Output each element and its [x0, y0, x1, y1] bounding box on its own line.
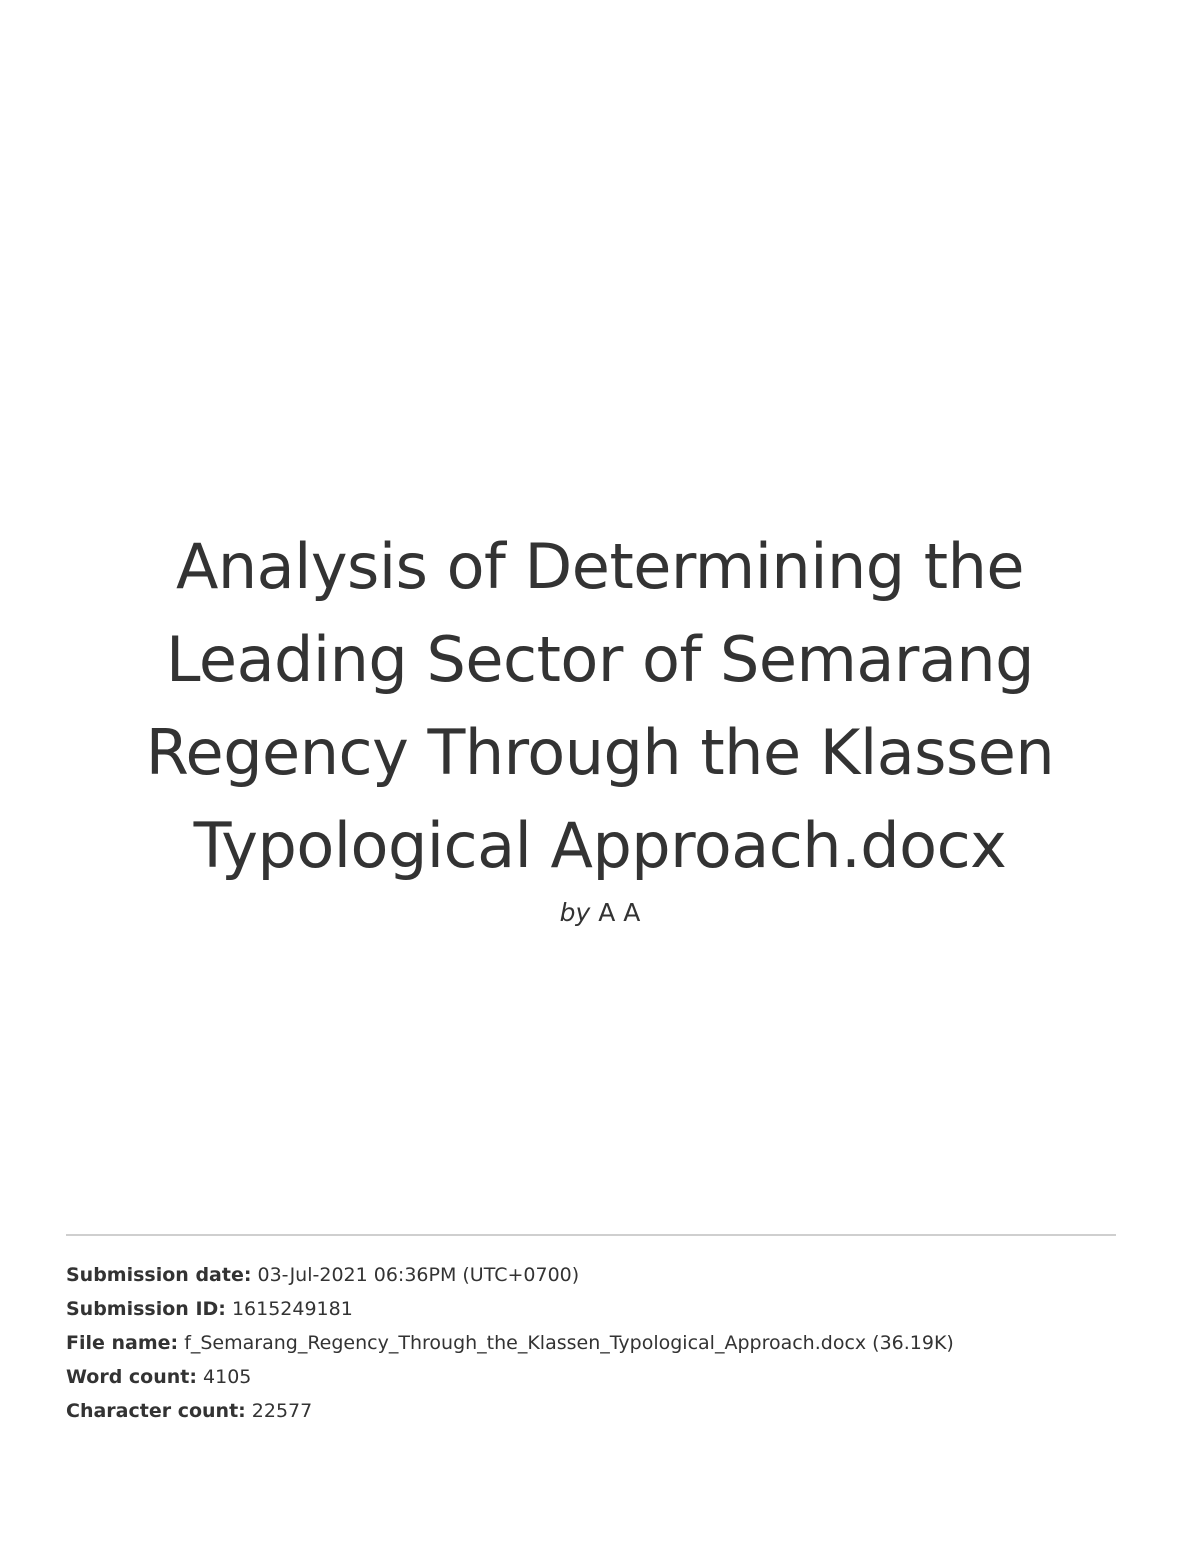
meta-value: 1615249181	[231, 1298, 353, 1320]
file-name-row	[66, 1326, 1126, 1360]
title-line: Regency Through the Klassen	[145, 716, 1055, 789]
meta-label: Word count:	[66, 1366, 197, 1388]
meta-value: 03-Jul-2021 06:36PM (UTC+0700)	[257, 1264, 580, 1286]
meta-value: 22577	[251, 1400, 313, 1422]
submission-date-row	[66, 1258, 1126, 1292]
section-divider	[66, 1234, 1116, 1236]
meta-label: Submission date:	[66, 1264, 252, 1286]
byline-author: A A	[598, 898, 641, 927]
document-title	[60, 520, 1140, 892]
title-block	[60, 520, 1140, 930]
character-count-row	[66, 1394, 1126, 1428]
meta-value: f_Semarang_Regency_Through_the_Klassen_Typological_Approach.docx (36.19K)	[184, 1332, 954, 1354]
title-line: Analysis of Determining the	[175, 530, 1025, 603]
submission-info	[66, 1258, 1126, 1428]
meta-label: Character count:	[66, 1400, 246, 1422]
author-byline	[60, 896, 1140, 930]
title-line: Typological Approach.docx	[193, 809, 1007, 882]
submission-id-row	[66, 1292, 1126, 1326]
meta-label: File name:	[66, 1332, 179, 1354]
meta-value: 4105	[203, 1366, 252, 1388]
byline-by-word: by	[559, 898, 591, 927]
title-line: Leading Sector of Semarang	[165, 623, 1035, 696]
meta-label: Submission ID:	[66, 1298, 226, 1320]
word-count-row	[66, 1360, 1126, 1394]
